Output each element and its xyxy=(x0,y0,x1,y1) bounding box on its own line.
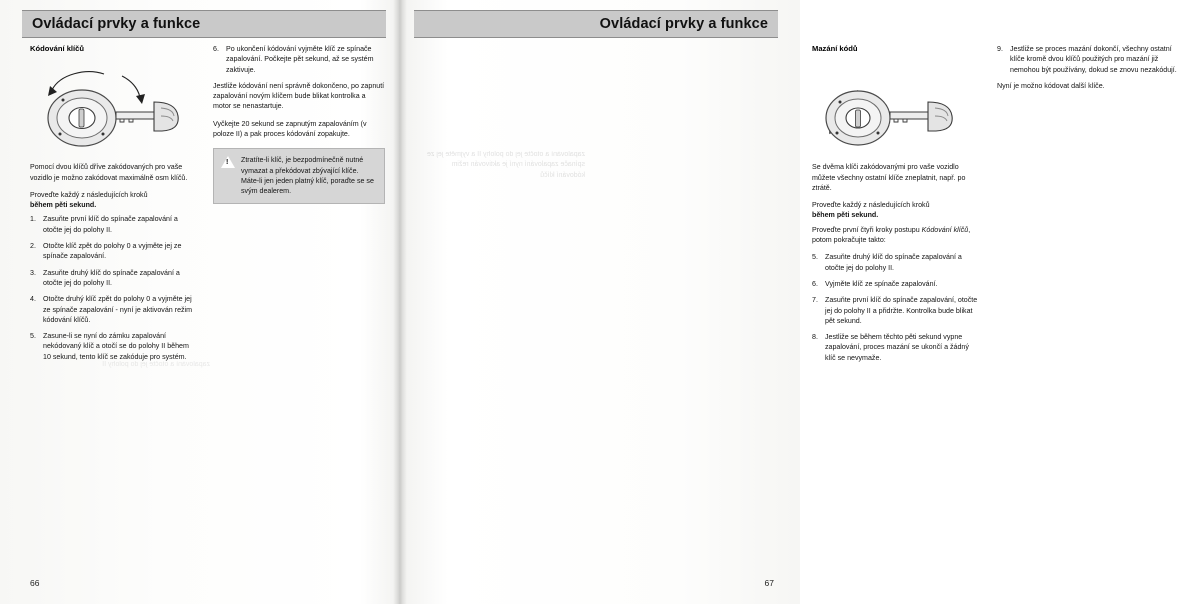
code-erasing-note-prefix: Proveďte první čtyři kroky postupu xyxy=(812,225,922,234)
closing-paragraph: Nyní je možno kódovat další klíče. xyxy=(997,81,1105,90)
list-item-number: 8. xyxy=(812,333,818,342)
key-ignition-figure-left xyxy=(30,60,198,156)
list-item-text: Zasune-li se nyní do zámku zapalování nekódovaný klíč a otočí se do polohy II během 10 sekund, tento klíč se zakóduje pro systém. xyxy=(43,332,189,361)
warning-box xyxy=(213,148,385,204)
right-column-1 xyxy=(812,44,980,369)
list-item xyxy=(812,332,980,363)
list-item-text: Zasuňte druhý klíč do spínače zapalování a otočte jej do polohy II. xyxy=(825,253,962,272)
list-item-number: 6. xyxy=(213,45,219,53)
right-header-title: Ovládací prvky a funkce xyxy=(599,16,768,32)
key-ignition-figure-right xyxy=(812,60,980,156)
coding-retry-paragraph: Vyčkejte 20 sekund se zapnutým zapalováním (v poloze II) a pak proces kódování zopakujte. xyxy=(213,119,367,139)
left-header-title: Ovládací prvky a funkce xyxy=(32,16,201,32)
section-title-code-erasing: Mazání kódů xyxy=(812,44,858,53)
list-item-number: 9. xyxy=(997,45,1003,53)
list-item-number: 7. xyxy=(812,296,818,305)
list-item xyxy=(812,279,980,289)
key-coding-intro: Pomocí dvou klíčů dříve zakódovaných pro vaše vozidlo je možno zakódovat maximálně osm klíčů. xyxy=(30,163,188,182)
list-item-text: Zasuňte druhý klíč do spínače zapalování a otočte jej do polohy II. xyxy=(43,268,180,287)
code-erasing-lead xyxy=(812,200,980,221)
right-column-2 xyxy=(997,44,1177,98)
warning-text: Ztratíte-li klíč, je bezpodmínečně nutné vymazat a překódovat zbývající klíče. Máte-li jen jeden platný klíč, poraďte se se svým dealerem. xyxy=(241,156,374,195)
list-item-number: 1. xyxy=(30,215,36,224)
list-item-text: Zasuňte první klíč do spínače zapalování, otočte jej do polohy II a přidržte. Kontrolka bude blikat pět sekund. xyxy=(825,296,978,325)
left-page-number: 66 xyxy=(30,578,40,588)
list-item xyxy=(997,44,1177,75)
list-item-number: 5. xyxy=(812,253,818,262)
right-page-number: 67 xyxy=(764,578,774,588)
list-item-text: Zasuňte první klíč do spínače zapalování a otočte jej do polohy II. xyxy=(43,215,178,234)
section-title-key-coding: Kódování klíčů xyxy=(30,44,85,53)
left-page xyxy=(0,0,400,604)
list-item-text: Otočte klíč zpět do polohy 0 a vyjměte jej ze spínače zapalování. xyxy=(43,242,182,261)
list-item xyxy=(812,295,980,326)
key-ignition-illustration xyxy=(812,60,980,156)
list-item-text: Jestliže se během těchto pěti sekund vypne zapalování, proces mazání se ukončí a žádný klíč se nevymaže. xyxy=(825,333,969,362)
key-ignition-illustration xyxy=(30,60,198,156)
left-page-header xyxy=(22,10,386,38)
list-item-text: Otočte druhý klíč zpět do polohy 0 a vyjměte jej ze spínače zapalování - nyní je aktivován režim kódování klíčů. xyxy=(43,295,193,324)
list-item-number: 5. xyxy=(30,332,36,341)
scan-bleed-through-left: zapalování a otočte jej do polohy II xyxy=(102,361,210,368)
code-erasing-note xyxy=(812,225,980,246)
list-item xyxy=(30,268,198,289)
list-item-number: 4. xyxy=(30,295,36,304)
list-item xyxy=(30,294,198,325)
list-item xyxy=(213,44,385,75)
list-item xyxy=(30,214,198,235)
coding-failure-paragraph: Jestliže kódování není správně dokončeno, po zapnutí zapalování novým klíčem bude blikat kontrolka a motor se nenastartuje. xyxy=(213,81,385,111)
key-coding-lead-normal: Proveďte každý z následujících kroků xyxy=(30,190,148,199)
code-erasing-intro: Se dvěma klíči zakódovanými pro vaše vozidlo můžete všechny ostatní klíče zneplatnit, např. po ztrátě. xyxy=(812,163,966,192)
code-erasing-lead-normal: Proveďte každý z následujících kroků xyxy=(812,201,930,210)
code-erasing-note-suffix: , potom pokračujte takto: xyxy=(812,225,971,245)
list-item-text: Jestliže se proces mazání dokončí, všechny ostatní klíče kromě dvou klíčů použitých pro mazání již nemohou být používány, dokud se znovu nezakódují. xyxy=(1010,45,1177,74)
code-erasing-note-italic: Kódování klíčů xyxy=(921,225,969,234)
list-item xyxy=(30,241,198,262)
list-item xyxy=(812,252,980,273)
list-item xyxy=(30,331,198,362)
left-column-1 xyxy=(30,44,198,368)
list-item-text: Po ukončení kódování vyjměte klíč ze spínače zapalování. Počkejte pět sekund, až se systém zaktivuje. xyxy=(226,45,374,74)
warning-triangle-icon xyxy=(221,156,235,168)
code-erasing-lead-bold: během pěti sekund. xyxy=(812,211,879,220)
list-item-number: 6. xyxy=(812,279,818,288)
right-page xyxy=(400,0,1177,604)
list-item-text: Vyjměte klíč ze spínače zapalování. xyxy=(825,279,938,288)
left-column-2 xyxy=(213,44,385,204)
key-coding-lead xyxy=(30,190,198,211)
key-coding-lead-bold: během pěti sekund. xyxy=(30,201,97,210)
list-item-number: 2. xyxy=(30,242,36,251)
list-item-number: 3. xyxy=(30,268,36,277)
right-page-header xyxy=(414,10,778,38)
